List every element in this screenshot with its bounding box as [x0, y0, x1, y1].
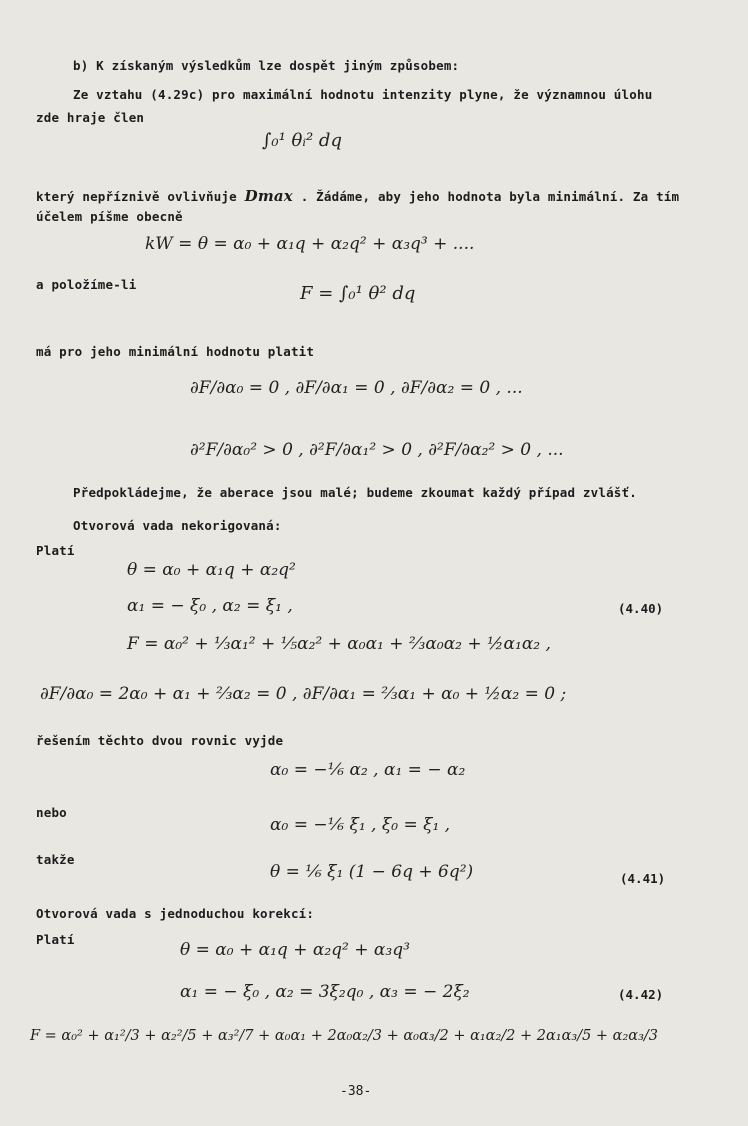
equation-alpha-a: α₁ = − ξ₀ , α₂ = ξ₁ ,: [127, 596, 293, 616]
equation-number-440: (4.40): [618, 601, 664, 616]
paragraph-3-text: který nepříznivě ovlivňuje: [36, 189, 237, 204]
equation-theta-a: θ = α₀ + α₁q + α₂q²: [127, 560, 296, 580]
equation-number-442: (4.42): [618, 987, 664, 1002]
equation-alpha-c: α₁ = − ξ₀ , α₂ = 3ξ₂q₀ , α₃ = − 2ξ₂: [180, 982, 470, 1002]
equation-theta-b: θ = ⅙ ξ₁ (1 − 6q + 6q²): [270, 862, 474, 882]
equation-partial-a: ∂F/∂α₀ = 2α₀ + α₁ + ⅔α₂ = 0 , ∂F/∂α₁ = ⅔α₁ + α₀ + ½α₂ = 0 ;: [40, 684, 567, 704]
equation-solution-1: α₀ = −⅙ α₂ , α₁ = − α₂: [270, 760, 466, 780]
equation-number-441: (4.41): [620, 871, 666, 886]
paragraph-4: a položíme-li: [36, 277, 137, 292]
equation-F-c: F = α₀² + α₁²/3 + α₂²/5 + α₃²/7 + α₀α₁ + 2α₀α₂/3 + α₀α₃/2 + α₁α₂/2 + 2α₁α₃/5 + α₂α₃/3: [30, 1028, 658, 1044]
equation-second-derivatives: ∂²F/∂α₀² > 0 , ∂²F/∂α₁² > 0 , ∂²F/∂α₂² > 0 , ...: [190, 440, 564, 460]
paragraph-b: b) K získaným výsledkům lze dospět jiným způsobem:: [73, 58, 460, 73]
paragraph-3c: účelem píšme obecně: [36, 209, 183, 224]
label-plati-2: Platí: [36, 932, 75, 947]
label-plati-1: Platí: [36, 543, 75, 558]
equation-solution-2: α₀ = −⅙ ξ₁ , ξ₀ = ξ₁ ,: [270, 815, 451, 835]
paragraph-3-text-b: . Žádáme, aby jeho hodnota byla minimální. Za tím: [300, 189, 680, 204]
equation-F-a: F = α₀² + ⅓α₁² + ⅕α₂² + α₀α₁ + ⅔α₀α₂ + ½α₁α₂ ,: [127, 634, 551, 654]
equation-theta-c: θ = α₀ + α₁q + α₂q² + α₃q³: [180, 940, 410, 960]
paragraph-6: Předpokládejme, že aberace jsou malé; budeme zkoumat každý případ zvlášť.: [73, 485, 637, 500]
dmax-symbol: Dmax: [244, 187, 293, 205]
paragraph-3: [36, 187, 679, 205]
label-takze: takže: [36, 852, 75, 867]
paragraph-7: Otvorová vada nekorigovaná:: [73, 518, 282, 533]
paragraph-8: řešením těchto dvou rovnic vyjde: [36, 733, 284, 748]
integral-term: ∫₀¹ θᵢ² dq: [262, 130, 342, 151]
page-number: -38-: [340, 1084, 372, 1099]
equation-kW: kW = θ = α₀ + α₁q + α₂q² + α₃q³ + ....: [145, 234, 475, 254]
paragraph-2: Ze vztahu (4.29c) pro maximální hodnotu intenzity plyne, že významnou úlohu: [73, 87, 653, 102]
equation-first-derivatives: ∂F/∂α₀ = 0 , ∂F/∂α₁ = 0 , ∂F/∂α₂ = 0 , ...: [190, 378, 523, 398]
paragraph-9: Otvorová vada s jednoduchou korekcí:: [36, 906, 315, 921]
paragraph-5: má pro jeho minimální hodnotu platit: [36, 344, 315, 359]
label-nebo: nebo: [36, 805, 67, 820]
equation-F-integral: F = ∫₀¹ θ² dq: [300, 283, 416, 304]
paragraph-2b: zde hraje člen: [36, 110, 145, 125]
